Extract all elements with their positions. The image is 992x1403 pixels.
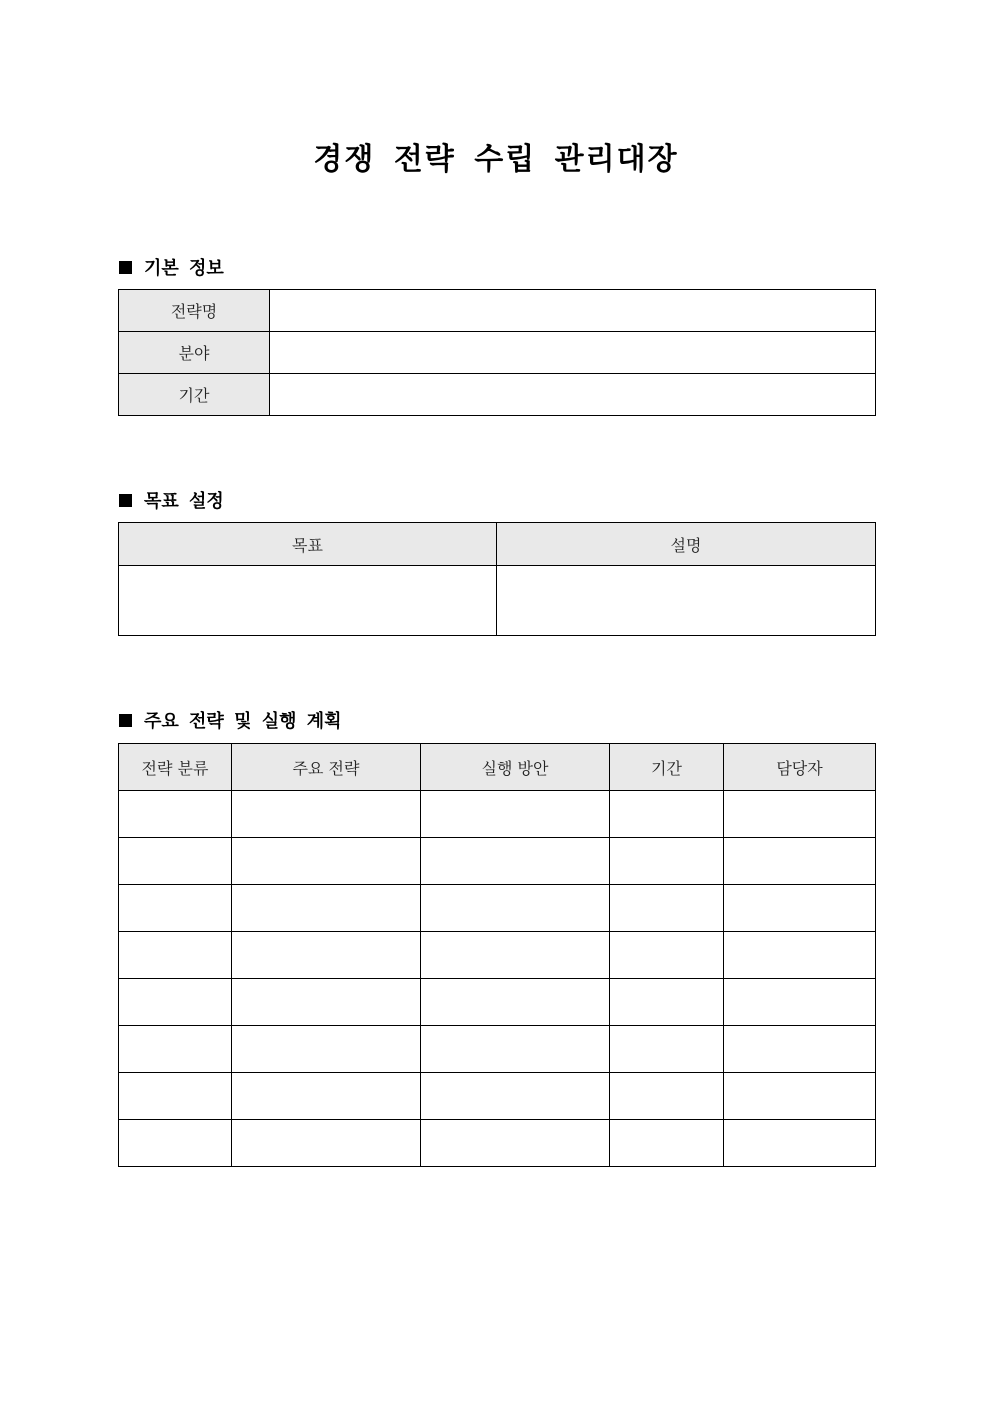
main-strategy-cell[interactable]	[232, 791, 421, 838]
description-cell[interactable]	[497, 566, 876, 636]
column-header-period: 기간	[610, 744, 724, 791]
table-row	[119, 932, 876, 979]
owner-cell[interactable]	[724, 1120, 876, 1167]
category-cell[interactable]	[119, 885, 232, 932]
main-strategy-cell[interactable]	[232, 885, 421, 932]
field-value-field[interactable]	[270, 332, 876, 374]
basic-info-table	[118, 289, 876, 416]
section-heading-text: 목표 설정	[144, 491, 224, 512]
period-cell[interactable]	[610, 979, 724, 1026]
table-header-row	[119, 523, 876, 566]
table-row	[119, 290, 876, 332]
owner-cell[interactable]	[724, 979, 876, 1026]
table-row	[119, 332, 876, 374]
section-heading-text: 주요 전략 및 실행 계획	[144, 711, 342, 732]
column-header-category: 전략 분류	[119, 744, 232, 791]
period-cell[interactable]	[610, 1026, 724, 1073]
period-cell[interactable]	[610, 791, 724, 838]
table-row	[119, 791, 876, 838]
action-plan-cell[interactable]	[421, 791, 610, 838]
action-plan-cell[interactable]	[421, 1120, 610, 1167]
square-bullet-icon	[119, 261, 132, 274]
section-heading-text: 기본 정보	[144, 258, 224, 279]
category-cell[interactable]	[119, 838, 232, 885]
row-label-period: 기간	[119, 374, 270, 416]
owner-cell[interactable]	[724, 791, 876, 838]
main-strategy-cell[interactable]	[232, 1120, 421, 1167]
strategy-plan-table	[118, 743, 876, 1167]
table-row	[119, 1026, 876, 1073]
action-plan-cell[interactable]	[421, 838, 610, 885]
table-row	[119, 838, 876, 885]
table-row	[119, 885, 876, 932]
goal-cell[interactable]	[119, 566, 497, 636]
table-row	[119, 566, 876, 636]
table-header-row	[119, 744, 876, 791]
section-heading-plan	[119, 707, 342, 733]
row-label-field: 분야	[119, 332, 270, 374]
period-cell[interactable]	[610, 1120, 724, 1167]
table-row	[119, 979, 876, 1026]
category-cell[interactable]	[119, 1026, 232, 1073]
goals-table	[118, 522, 876, 636]
column-header-main-strategy: 주요 전략	[232, 744, 421, 791]
owner-cell[interactable]	[724, 1026, 876, 1073]
main-strategy-cell[interactable]	[232, 1026, 421, 1073]
column-header-description: 설명	[497, 523, 876, 566]
category-cell[interactable]	[119, 791, 232, 838]
section-heading-basic-info	[119, 254, 224, 280]
owner-cell[interactable]	[724, 1073, 876, 1120]
table-row	[119, 374, 876, 416]
row-label-strategy-name: 전략명	[119, 290, 270, 332]
action-plan-cell[interactable]	[421, 885, 610, 932]
square-bullet-icon	[119, 494, 132, 507]
category-cell[interactable]	[119, 932, 232, 979]
period-field[interactable]	[270, 374, 876, 416]
section-heading-goals	[119, 487, 224, 513]
category-cell[interactable]	[119, 979, 232, 1026]
square-bullet-icon	[119, 714, 132, 727]
column-header-action-plan: 실행 방안	[421, 744, 610, 791]
document-title: 경쟁 전략 수립 관리대장	[313, 142, 679, 177]
action-plan-cell[interactable]	[421, 979, 610, 1026]
period-cell[interactable]	[610, 1073, 724, 1120]
owner-cell[interactable]	[724, 838, 876, 885]
period-cell[interactable]	[610, 838, 724, 885]
table-row	[119, 1120, 876, 1167]
action-plan-cell[interactable]	[421, 1026, 610, 1073]
action-plan-cell[interactable]	[421, 932, 610, 979]
column-header-goal: 목표	[119, 523, 497, 566]
category-cell[interactable]	[119, 1073, 232, 1120]
main-strategy-cell[interactable]	[232, 1073, 421, 1120]
strategy-name-field[interactable]	[270, 290, 876, 332]
table-row	[119, 1073, 876, 1120]
period-cell[interactable]	[610, 885, 724, 932]
main-strategy-cell[interactable]	[232, 932, 421, 979]
action-plan-cell[interactable]	[421, 1073, 610, 1120]
period-cell[interactable]	[610, 932, 724, 979]
owner-cell[interactable]	[724, 932, 876, 979]
column-header-owner: 담당자	[724, 744, 876, 791]
category-cell[interactable]	[119, 1120, 232, 1167]
main-strategy-cell[interactable]	[232, 838, 421, 885]
owner-cell[interactable]	[724, 885, 876, 932]
main-strategy-cell[interactable]	[232, 979, 421, 1026]
